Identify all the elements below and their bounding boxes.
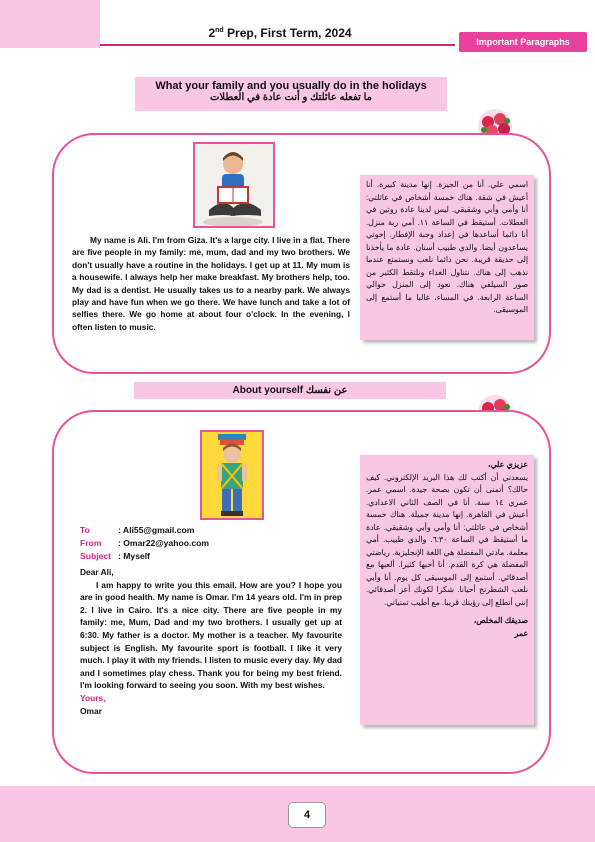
email-arabic-box: [360, 455, 534, 725]
arabic-signature: عمر: [514, 628, 528, 638]
email-body: [80, 566, 342, 717]
section2-title-en: About yourself: [232, 385, 304, 396]
header-divider: [100, 44, 455, 46]
email-to-value: : Ali55@gmail.com: [118, 525, 195, 535]
email-greeting: Dear Ali,: [80, 567, 114, 577]
email-subject-value: : Myself: [118, 551, 150, 561]
email-to-row: [80, 524, 209, 537]
arabic-greeting: عزيزي علي،: [488, 460, 528, 469]
top-left-decor: [0, 0, 100, 48]
arabic-body: يسعدني أن أكتب لك هذا البريد الإلكتروني. كيف حالك؟ أتمنى أن تكون بصحة جيدة. اسمي عمر. عمري ١٤ سنة. أنا في الصف الثاني الاعدادي. أعيش في القاهرة. إنها مدينة جميلة. هناك خمسة أشخاص في عائلتي: أنا وأمي وأبي وشقيقي. عادة ما أستيقظ في الساعة ٦:٣٠. والدي طبيب. أمي معلمة. مادتي المفضلة هي اللغة الإنجليزية. رياضتي المفضلة هي كرة القدم. أنا أحبها كثيرا. ألعبها مع أصدقائي. أستمع إلى الموسيقى كل يوم. أنا وأبي نلعب الشطرنج أحيانا. شكرا لكونك أعز أصدقائي. إنني أتطلع إلى رؤيتك قريبا. مع أطيب تمنياتي.: [366, 472, 528, 607]
email-subject-row: [80, 550, 209, 563]
email-from-row: [80, 537, 209, 550]
email-body-text: I am happy to write you this email. How are you? I hope you are in good health. My name is Omar. I'm 14 years old. I'm in prep 2. I live in Cairo. It's a nice city. There are five people in my family: me, Mum, Dad and my two brothers. I usually get up at 6:30. My father is a doctor. My mother is a teacher. My favourite subject is English. My favourite sport is football. I like it very much. I play it with my friends. I listen to music every day. My dad and I sometimes play chess. Thank you for being my best friend. I'm looking forward to seeing you soon. With my best wishes.: [80, 579, 342, 691]
page-number: 4: [288, 802, 326, 828]
boy-with-books-photo: [200, 430, 264, 520]
email-to-label: To: [80, 525, 90, 535]
arabic-closing: صديقك المخلص،: [473, 616, 528, 625]
email-subject-label: Subject: [80, 551, 112, 561]
section2-title: [134, 382, 446, 399]
email-header: [80, 524, 209, 563]
section1-title-ar: ما تفعله عائلتك و أنت عادة في العطلات: [209, 92, 372, 103]
section1-title: [135, 77, 447, 111]
section2-title-ar: عن نفسك: [305, 385, 348, 396]
email-closing: Yours,: [80, 692, 106, 703]
email-from-value: : Omar22@yahoo.com: [118, 538, 210, 548]
section1-title-en: What your family and you usually do in the holidays: [155, 80, 427, 92]
page-header-title: 2nd Prep, First Term, 2024: [208, 26, 352, 40]
boy-reading-photo: [193, 142, 275, 228]
holiday-paragraph-ar: اسمي علي. أنا من الجيزة. إنها مدينة كبيرة. أنا أعيش في شقة. هناك خمسة أشخاص في عائلتي: أنا وأمي وأبي وشقيقي. ليس لدينا عادة روتين في العطلات. أستيقظ في الساعة ١١. أمي ربة منزل. أنا دائما أساعدها في إعداد وجبة الإفطار. إخوتي يساعدون أيضا. والدي طبيب أسنان. عادة ما يأخذنا إلى حديقة قريبة. نحن دائما نلعب ونستمتع عندما نذهب إلى هناك. نتناول الغداء ونلتقط الكثير من صور السيلفي هناك. نعود إلى المنزل حوالي الساعة الرابعة. في المساء، غالبا ما أستمع إلى الموسيقى.: [360, 175, 534, 340]
email-from-label: From: [80, 538, 102, 548]
holiday-paragraph-en: My name is Ali. I'm from Giza. It's a large city. I live in a flat. There are five people in my family: me, mum, dad and my two brothers. We don't usually have a routine in the holidays. I get up at 11. My mum is a housewife. I always help her make breakfast. My brothers help, too. My dad is a dentist. He usually takes us to a nearby park. We always play and have fun when we go there. We have lunch and take a lot of selfies there. We go home at about four o'clock. In the evening, I often listen to music.: [72, 235, 350, 332]
email-signature: Omar: [80, 705, 102, 716]
important-paragraphs-badge: Important Paragraphs: [459, 32, 587, 52]
